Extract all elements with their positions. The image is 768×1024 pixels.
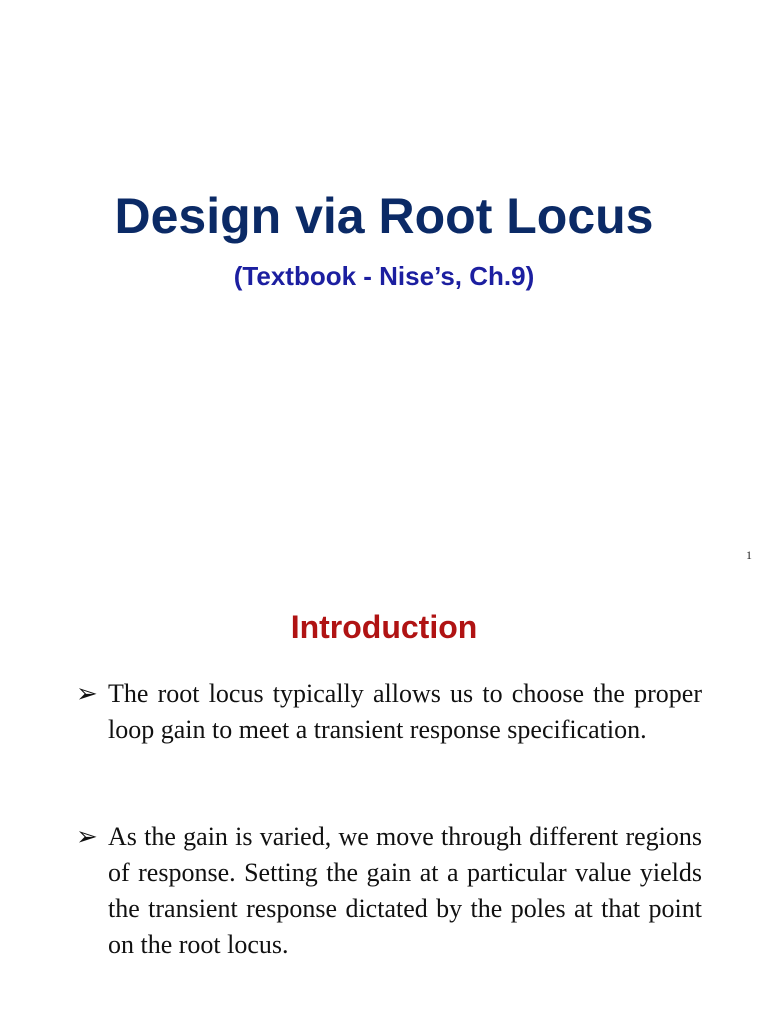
slide-title: Design via Root Locus xyxy=(114,188,654,244)
arrow-bullet-icon: ➢ xyxy=(76,822,98,851)
page-number: 1 xyxy=(746,548,752,562)
slide-subtitle: (Textbook - Nise’s, Ch.9) xyxy=(233,261,535,291)
section-heading: Introduction xyxy=(290,609,478,645)
introduction-slide xyxy=(0,576,768,1024)
arrow-bullet-icon: ➢ xyxy=(76,679,98,708)
bullet-text: As the gain is varied, we move through different regions of response. Setting the gain at a particular value yields the transient response dictated by the poles at that point on the root locus. xyxy=(108,822,702,959)
bullet-text: The root locus typically allows us to choose the proper loop gain to meet a transient response specification. xyxy=(108,679,702,744)
